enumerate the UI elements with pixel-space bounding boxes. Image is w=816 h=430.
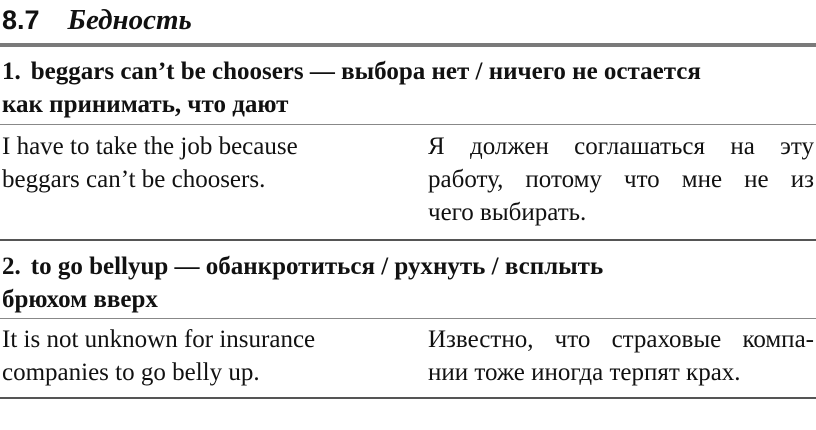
entry-1-russian-line: работу, потому что мне не из <box>428 166 814 193</box>
entry-1-russian-line: Я должен соглашаться на эту <box>428 133 814 160</box>
entry-1-english-line: I have to take the job because <box>2 133 298 160</box>
section-number: 8.7 <box>2 5 40 35</box>
section-header <box>2 0 192 40</box>
entry-1-russian-line: чего выбирать. <box>428 199 587 226</box>
entry-2-english <box>2 323 392 389</box>
entry-2-divider <box>0 318 816 319</box>
entry-2-english-line: companies to go belly up. <box>2 359 260 386</box>
entry-1-divider <box>0 124 816 125</box>
entry-2-english-line: It is not unknown for insurance <box>2 326 316 353</box>
entry-2-heading-line1 <box>2 250 812 283</box>
section-divider <box>0 43 816 47</box>
entry-2-russian <box>428 323 814 389</box>
entry-2-russian-line: Известно, что страховые компа- <box>428 326 814 353</box>
entry-1-heading-text: beggars can’t be choosers — выбора нет / ничего не остается <box>30 58 701 85</box>
entry-2-heading-line2: брюхом вверх <box>2 286 158 313</box>
section-title: Бедность <box>67 4 192 36</box>
entry-1-english <box>2 130 392 196</box>
entry-1-russian <box>428 130 814 229</box>
entry-1-number: 1. <box>2 58 21 85</box>
entry-2-heading <box>2 250 812 316</box>
bottom-rule <box>0 397 816 399</box>
entry-1-heading-line1 <box>2 55 812 88</box>
entry-separator <box>0 239 816 241</box>
entry-2-russian-line: нии тоже иногда терпят крах. <box>428 359 741 386</box>
entry-2-heading-text: to go bellyup — обанкротиться / рухнуть / всплыть <box>30 253 604 280</box>
entry-1-heading <box>2 55 812 121</box>
entry-1-heading-line2: как принимать, что дают <box>2 91 289 118</box>
entry-1-english-line: beggars can’t be choosers. <box>2 166 266 193</box>
entry-2-number: 2. <box>2 253 21 280</box>
